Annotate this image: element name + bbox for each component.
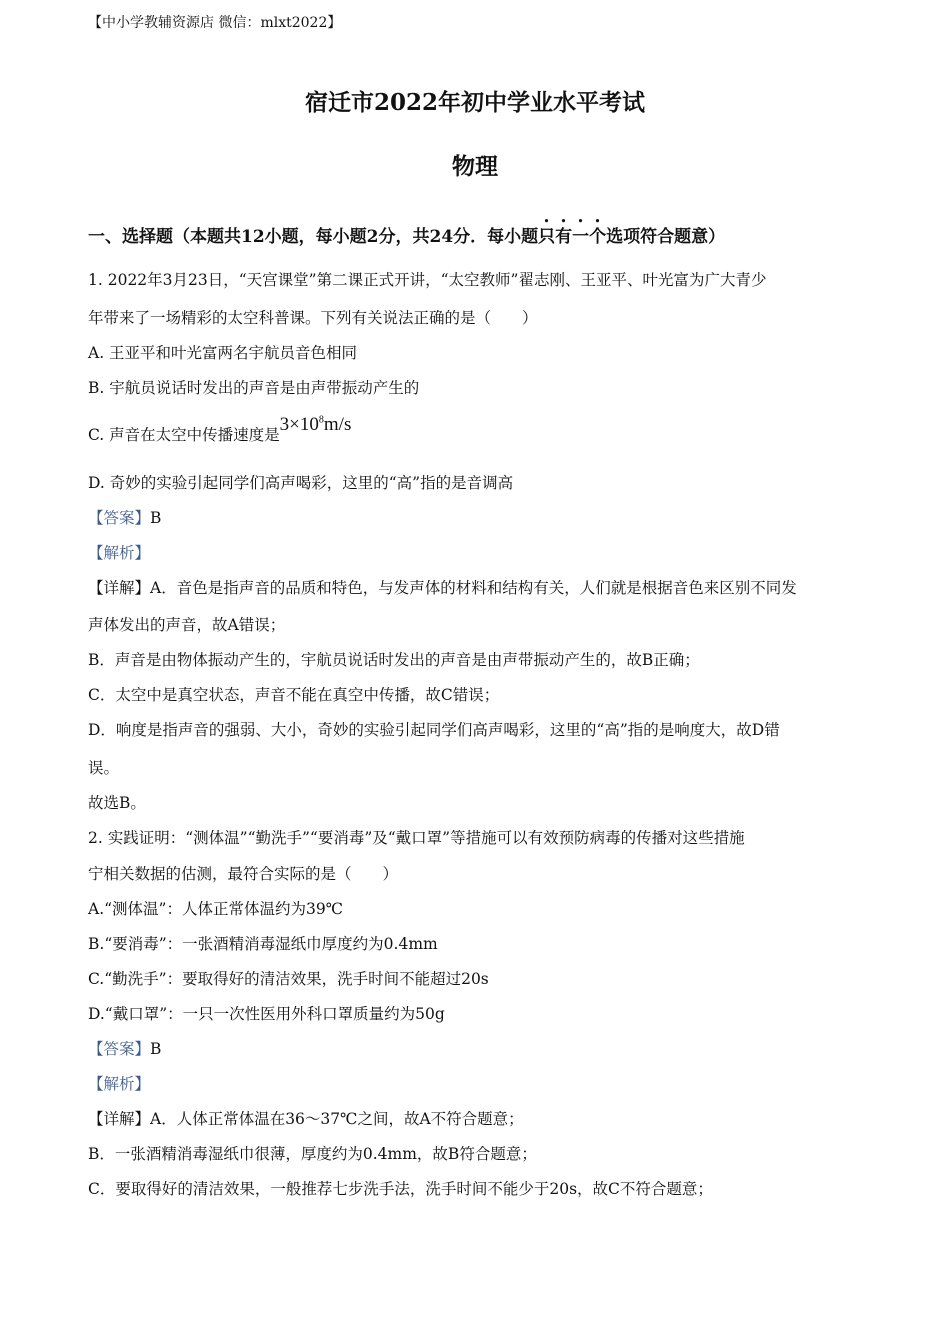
formula-exponent: 8	[318, 414, 324, 426]
answer-value: B	[150, 1040, 162, 1058]
q2-detail-line1: 【详解】A．人体正常体温在36～37℃之间，故A不符合题意；	[88, 1110, 524, 1128]
q1-option-d: D. 奇妙的实验引起同学们高声喝彩，这里的“高”指的是音调高	[88, 474, 514, 492]
q1-conclusion: 故选B。	[88, 794, 146, 812]
section-heading-suffix: 选项符合题意）	[606, 227, 726, 247]
q1-stem-line1: 1. 2022年3月23日，“天宫课堂”第二课正式开讲，“太空教师”翟志刚、王亚平、叶光富为广大青少	[88, 271, 767, 289]
q2-detail-line3: C．要取得好的清洁效果，一般推荐七步洗手法，洗手时间不能少于20s，故C不符合题意；	[88, 1180, 713, 1198]
q2-answer	[88, 1037, 161, 1059]
formula-base: 3×10	[279, 414, 319, 435]
formula-unit: m/s	[323, 414, 352, 435]
q2-analysis-tag: 【解析】	[88, 1075, 151, 1093]
q2-stem-line2: 宁相关数据的估测，最符合实际的是（ ）	[88, 865, 399, 883]
q1-detail-line6: 误。	[88, 759, 120, 777]
q1-detail-line5: D．响度是指声音的强弱、大小，奇妙的实验引起同学们高声喝彩，这里的“高”指的是响度大，故D错	[88, 721, 780, 739]
answer-value: B	[150, 509, 162, 527]
q1-option-c-text: C. 声音在太空中传播速度是	[88, 426, 280, 444]
q1-stem-line2: 年带来了一场精彩的太空科普课。下列有关说法正确的是（ ）	[88, 309, 538, 327]
q2-option-b: B.“要消毒”：一张酒精消毒湿纸巾厚度约为0.4mm	[88, 935, 438, 953]
answer-tag: 【答案】	[88, 509, 151, 527]
answer-tag: 【答案】	[88, 1040, 151, 1058]
header-note: 【中小学教辅资源店 微信：mlxt2022】	[88, 15, 342, 31]
q1-option-a: A. 王亚平和叶光富两名宇航员音色相同	[88, 344, 358, 362]
q1-analysis-tag: 【解析】	[88, 544, 151, 562]
exam-title: 宿迁市2022年初中学业水平考试	[304, 89, 645, 116]
section-heading-prefix: 一、选择题（本题共12小题，每小题2分，共24分．每小题	[88, 227, 539, 247]
q1-option-c-formula	[280, 414, 352, 435]
q1-answer	[88, 506, 161, 528]
q1-detail-line1: 【详解】A．音色是指声音的品质和特色，与发声体的材料和结构有关，人们就是根据音色来区别不同发	[88, 579, 797, 597]
q1-option-b: B. 宇航员说话时发出的声音是由声带振动产生的	[88, 379, 420, 397]
q2-option-c: C.“勤洗手”：要取得好的清洁效果，洗手时间不能超过20s	[88, 970, 489, 988]
q1-option-c	[88, 414, 352, 446]
q2-stem-line1: 2. 实践证明：“测体温”“勤洗手”“要消毒”及“戴口罩”等措施可以有效预防病毒的传播对这些措施	[88, 829, 745, 847]
subject-title: 物理	[452, 153, 498, 180]
q2-detail-line2: B．一张酒精消毒湿纸巾很薄，厚度约为0.4mm，故B符合题意；	[88, 1145, 537, 1163]
q1-detail-line3: B．声音是由物体振动产生的，宇航员说话时发出的声音是由声带振动产生的，故B正确；	[88, 651, 700, 669]
q1-detail-line2: 声体发出的声音，故A错误；	[88, 616, 286, 634]
q2-option-a: A.“测体温”：人体正常体温约为39℃	[88, 900, 344, 918]
section-heading	[88, 217, 725, 247]
q2-option-d: D.“戴口罩”：一只一次性医用外科口罩质量约为50g	[88, 1005, 445, 1023]
section-heading-emphasis: 只有一个	[538, 227, 607, 247]
q1-detail-line4: C．太空中是真空状态，声音不能在真空中传播，故C错误；	[88, 686, 500, 704]
